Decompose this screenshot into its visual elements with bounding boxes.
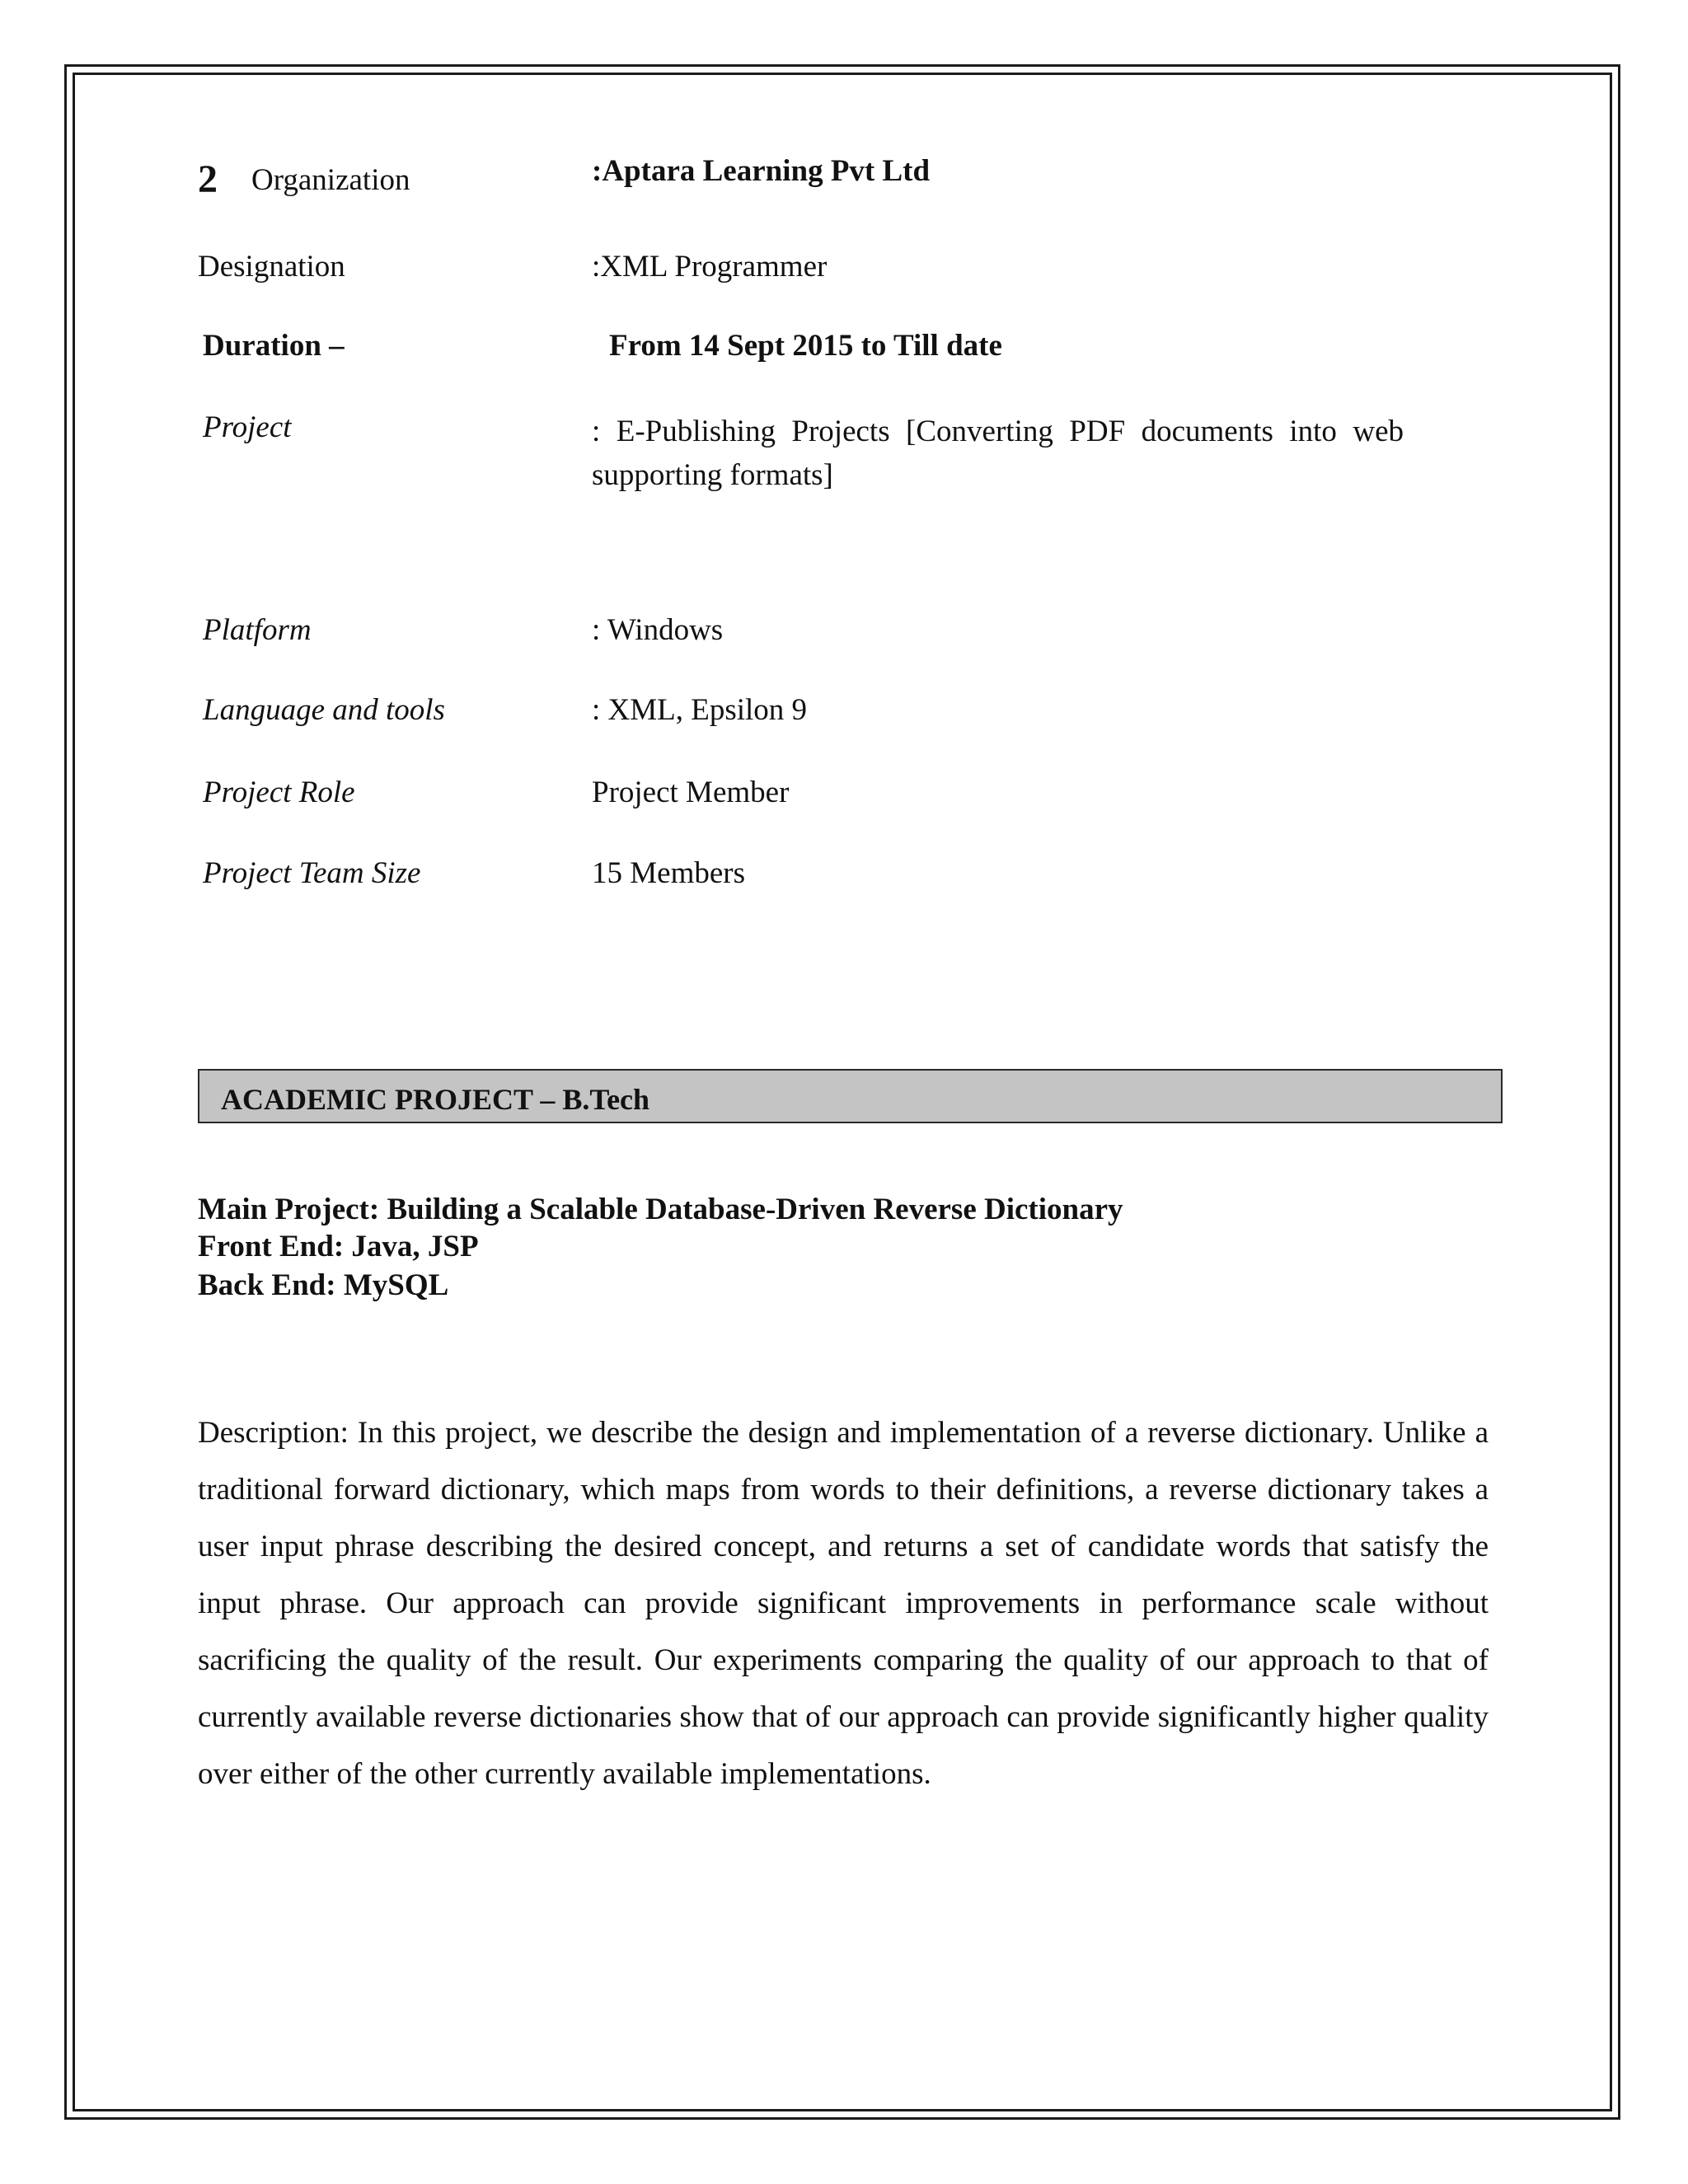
project-label: Project [203,410,292,444]
designation-label: Designation [198,250,345,284]
academic-section-title: ACADEMIC PROJECT – B.Tech [221,1083,650,1116]
organization-label: Organization [251,163,410,197]
front-end: Front End: Java, JSP [198,1230,479,1263]
duration-value: From 14 Sept 2015 to Till date [609,329,1002,363]
entry-number: 2 [198,157,218,201]
role-value: Project Member [592,776,790,809]
main-project: Main Project: Building a Scalable Database-Driven Reverse Dictionary [198,1193,1123,1226]
back-end: Back End: MySQL [198,1268,449,1302]
language-label: Language and tools [203,693,445,727]
duration-label: Duration – [203,329,345,363]
platform-value: : Windows [592,613,724,647]
designation-value: :XML Programmer [592,250,828,284]
role-label: Project Role [203,776,355,809]
organization-value: :Aptara Learning Pvt Ltd [592,154,931,188]
academic-section-header [198,1069,1503,1123]
team-size-label: Project Team Size [203,856,421,890]
project-value: : E-Publishing Projects [Converting PDF documents into web supporting formats] [592,415,1404,492]
language-value: : XML, Epsilon 9 [592,693,808,727]
platform-label: Platform [203,613,312,647]
project-description: Description: In this project, we describe the design and implementation of a reverse dictionary. Unlike a traditional forward dictionary, which maps from words to their definitions, a reverse dictionary takes a user input phrase describing the desired concept, and returns a set of candidate words that satisfy the input phrase. Our approach can provide significant improvements in performance scale without sacrificing the quality of the result. Our experiments comparing the quality of our approach to that of currently available reverse dictionaries show that of our approach can provide significantly higher quality over either of the other currently available implementations. [198,1416,1489,1791]
team-size-value: 15 Members [592,856,745,890]
